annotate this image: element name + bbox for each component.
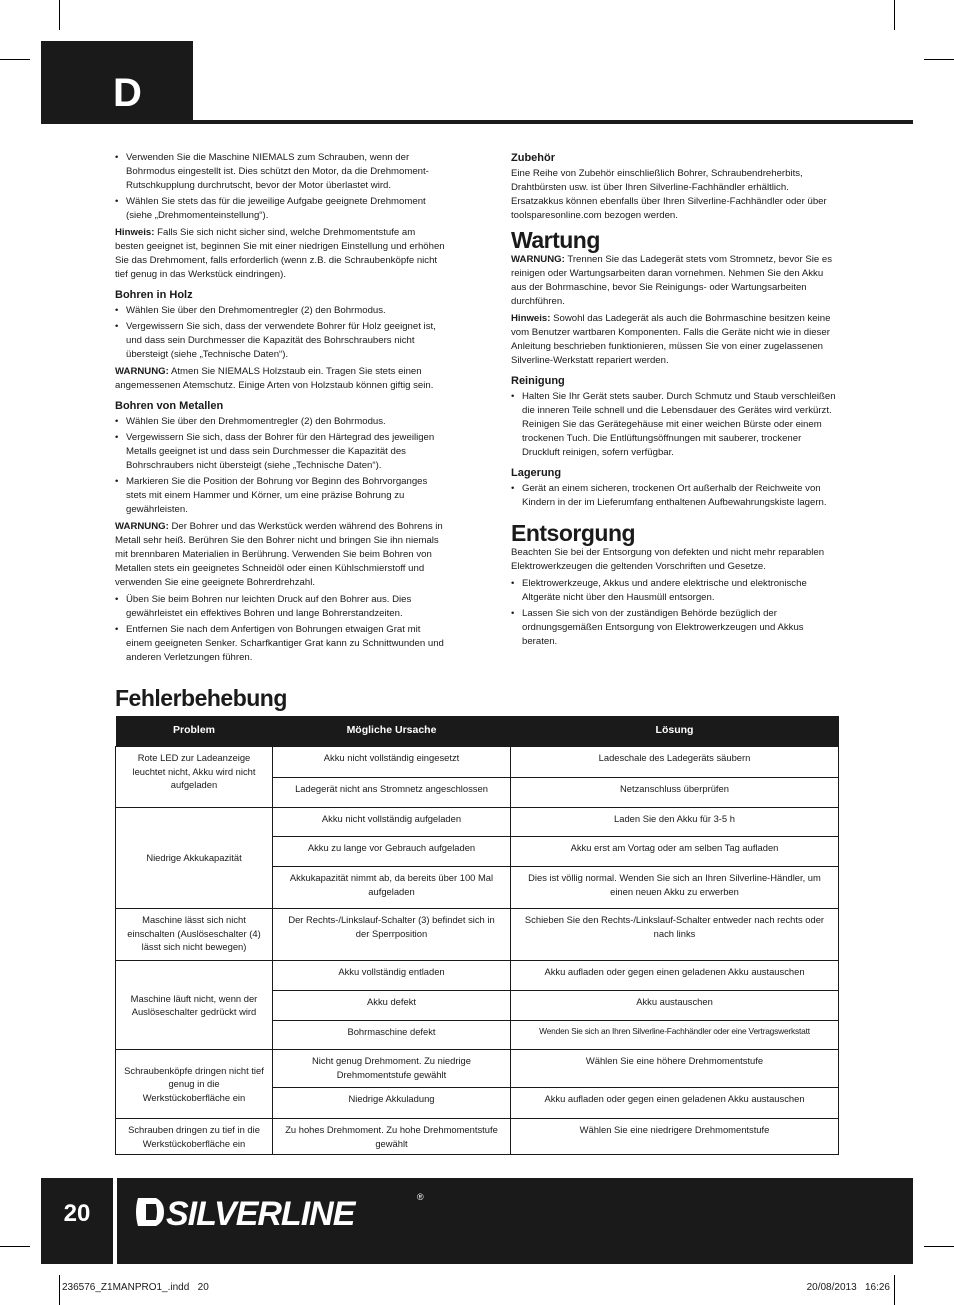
solution-cell: Laden Sie den Akku für 3-5 h — [511, 808, 839, 837]
file-info: 236576_Z1MANPRO1_.indd 20 — [62, 1282, 209, 1293]
solution-cell: Wählen Sie eine höhere Drehmomentstufe — [511, 1050, 839, 1088]
warning-paragraph: WARNUNG: Der Bohrer und das Werkstück werden während des Bohrens in Metall sehr heiß. Berühren Sie den Bohrer nicht und bringen Sie ihn niemals mit brennbaren Materialien in Berührung. Verwenden Sie beim Bohren von Metallen stets ein geeignetes Schneidöl oder einen Kühlschmierstoff und verwenden Sie eine geeignete Bohrerdrehzahl. — [115, 521, 443, 588]
final-list — [115, 593, 445, 665]
list-item: • Gerät an einem sicheren, trockenen Ort außerhalb der Reichweite von Kindern in der im Lieferumfang enthaltenen Aufbewahrungskiste lagern. — [511, 482, 836, 510]
solution-cell: Akku aufladen oder gegen einen geladenen Akku austauschen — [511, 1088, 839, 1119]
silverline-logo — [134, 1188, 434, 1236]
cleaning-list — [511, 390, 836, 460]
intro-list — [115, 151, 445, 223]
note-paragraph: Hinweis: Sowohl das Ladegerät als auch die Bohrmaschine besitzen keine vom Benutzer wartbaren Komponenten. Falls die Geräte nicht wie in dieser Anleitung beschrieben funktionieren, müssen Sie von einer zugelassenen Silverline-Werkstatt repariert werden. — [511, 313, 831, 366]
list-item: • Wählen Sie stets das für die jeweilige Aufgabe geeignete Drehmoment (siehe „Drehmomenteinstellung“). — [115, 195, 445, 223]
crop-mark — [59, 0, 60, 30]
crop-mark — [894, 0, 895, 30]
warning-paragraph: WARNUNG: Atmen Sie NIEMALS Holzstaub ein. Tragen Sie stets einen angemessenen Atemschutz. Einige Arten von Holzstaub können giftig sein. — [115, 366, 434, 391]
list-item: • Lassen Sie sich von der zuständigen Behörde bezüglich der ordnungsgemäßen Entsorgung von Elektrowerkzeugen und Akkus beraten. — [511, 607, 836, 649]
troubleshooting-table — [115, 716, 839, 1155]
disposal-list — [511, 577, 836, 649]
registered-mark: ® — [417, 1192, 424, 1202]
problem-cell: Schrauben dringen zu tief in die Werkstückoberfläche ein — [116, 1119, 273, 1155]
crop-mark — [0, 1246, 30, 1247]
solution-cell: Wenden Sie sich an Ihren Silverline-Fachhändler oder eine Vertragswerkstatt — [511, 1021, 839, 1050]
cause-cell: Nicht genug Drehmoment. Zu niedrige Drehmomentstufe gewählt — [273, 1050, 511, 1088]
problem-cell: Rote LED zur Ladeanzeige leuchtet nicht, Akku wird nicht aufgeladen — [116, 747, 273, 808]
note-paragraph: Hinweis: Falls Sie sich nicht sicher sind, welche Drehmomentstufe am besten geeignet ist, beginnen Sie mit einer niedrigen Einstellung und erhöhen Sie das Drehmoment, falls erforderlich (wenn z.B. die Schraubenköpfe nicht tief genug in das Werkstück eindringen). — [115, 227, 445, 280]
table-row — [116, 1119, 839, 1155]
disposal-text: Beachten Sie bei der Entsorgung von defekten und nicht mehr reparablen Elektrowerkzeugen die geltenden Vorschriften und Gesetze. — [511, 547, 825, 572]
right-column — [511, 151, 836, 652]
problem-cell: Schraubenköpfe dringen nicht tief genug in die Werkstückoberfläche ein — [116, 1050, 273, 1119]
column-header: Mögliche Ursache — [273, 716, 511, 747]
cause-cell: Akku vollständig entladen — [273, 961, 511, 991]
solution-cell: Wählen Sie eine niedrigere Drehmomentstufe — [511, 1119, 839, 1155]
cause-cell: Niedrige Akkuladung — [273, 1088, 511, 1119]
list-item: • Halten Sie Ihr Gerät stets sauber. Durch Schmutz und Staub verschleißen die inneren Teile schnell und die Lebensdauer des Gerätes wird verkürzt. Reinigen Sie das Gerätegehäuse mit einer weichen Bürste oder einem trockenen Tuch. Die Entlüftungsöffnungen mit sauberer, trockener Druckluft reinigen, sofern verfügbar. — [511, 390, 836, 460]
list-item: • Üben Sie beim Bohren nur leichten Druck auf den Bohrer aus. Dies gewährleistet ein effektives Bohren und lange Bohrerstandzeiten. — [115, 593, 445, 621]
table-row — [116, 808, 839, 837]
table-row — [116, 1050, 839, 1088]
list-item: • Wählen Sie über den Drehmomentregler (2) den Bohrmodus. — [115, 304, 445, 318]
language-tab — [41, 41, 193, 122]
table-header-row — [116, 716, 839, 747]
section-heading: Bohren in Holz — [115, 289, 193, 301]
cause-cell: Zu hohes Drehmoment. Zu hohe Drehmomentstufe gewählt — [273, 1119, 511, 1155]
table-row — [116, 909, 839, 961]
wood-list — [115, 304, 445, 362]
list-item: • Verwenden Sie die Maschine NIEMALS zum Schrauben, wenn der Bohrmodus eingestellt ist. Dies schützt den Motor, da die Drehmoment-Rutschkupplung durchrutscht, bevor der Motor überlastet wird. — [115, 151, 445, 193]
crop-mark — [924, 1246, 954, 1247]
crop-mark — [924, 59, 954, 60]
cause-cell: Bohrmaschine defekt — [273, 1021, 511, 1050]
troubleshooting-title: Fehlerbehebung — [115, 685, 287, 711]
table-row — [116, 747, 839, 778]
cause-cell: Ladegerät nicht ans Stromnetz angeschlossen — [273, 778, 511, 808]
cause-cell: Der Rechts-/Linkslauf-Schalter (3) befindet sich in der Sperrposition — [273, 909, 511, 961]
crop-mark — [0, 59, 30, 60]
crop-mark — [894, 1275, 895, 1305]
cause-cell: Akku defekt — [273, 991, 511, 1021]
cause-cell: Akku nicht vollständig aufgeladen — [273, 808, 511, 837]
footer-divider — [113, 1178, 117, 1264]
section-heading: Bohren von Metallen — [115, 400, 224, 412]
problem-cell: Niedrige Akkukapazität — [116, 808, 273, 909]
section-heading: Reinigung — [511, 375, 565, 387]
cause-cell: Akku zu lange vor Gebrauch aufgeladen — [273, 837, 511, 867]
section-heading: Lagerung — [511, 467, 562, 479]
solution-cell: Akku erst am Vortag oder am selben Tag aufladen — [511, 837, 839, 867]
page-number: 20 — [63, 1200, 91, 1227]
language-letter: D — [113, 71, 142, 115]
column-header: Problem — [116, 716, 273, 747]
disposal-title: Entsorgung — [511, 520, 636, 546]
maintenance-title: Wartung — [511, 227, 600, 253]
list-item: • Vergewissern Sie sich, dass der verwendete Bohrer für Holz geeignet ist, und dass sein Durchmesser die Kapazität des Bohrschraubers nicht übersteigt (siehe „Technische Daten“). — [115, 320, 445, 362]
metal-list — [115, 415, 445, 517]
footer-bar — [41, 1178, 913, 1264]
list-item: • Elektrowerkzeuge, Akkus und andere elektrische und elektronische Altgeräte nicht über den Hausmüll entsorgen. — [511, 577, 836, 605]
column-header: Lösung — [511, 716, 839, 747]
list-item: • Wählen Sie über den Drehmomentregler (2) den Bohrmodus. — [115, 415, 445, 429]
cause-cell: Akkukapazität nimmt ab, da bereits über 100 Mal aufgeladen — [273, 867, 511, 909]
list-item: • Vergewissern Sie sich, dass der Bohrer für den Härtegrad des jeweiligen Metalls geeignet ist und dass sein Durchmesser die Kapazität des Bohrschraubers nicht übersteigt (siehe „Technische Daten“). — [115, 431, 445, 473]
list-item: • Markieren Sie die Position der Bohrung vor Beginn des Bohrvorganges stets mit einem Hammer und Körner, um eine präzise Bohrung zu gewährleisten. — [115, 475, 445, 517]
solution-cell: Dies ist völlig normal. Wenden Sie sich an Ihren Silverline-Händler, um einen neuen Akku zu erwerben — [511, 867, 839, 909]
problem-cell: Maschine läuft nicht, wenn der Auslöseschalter gedrückt wird — [116, 961, 273, 1050]
solution-cell: Netzanschluss überprüfen — [511, 778, 839, 808]
logo-text: SILVERLINE — [166, 1195, 355, 1233]
left-column — [115, 151, 445, 668]
cause-cell: Akku nicht vollständig eingesetzt — [273, 747, 511, 778]
table-row — [116, 961, 839, 991]
section-heading: Zubehör — [511, 152, 555, 164]
list-item: • Entfernen Sie nach dem Anfertigen von Bohrungen etwaigen Grat mit einem geeigneten Senker. Scharfkantiger Grat kann zu Schnittwunden und anderen Verletzungen führen. — [115, 623, 445, 665]
header-rule — [41, 120, 913, 124]
warning-paragraph: WARNUNG: Trennen Sie das Ladegerät stets vom Stromnetz, bevor Sie es reinigen oder Wartungsarbeiten daran vornehmen. Nehmen Sie den Akku aus der Bohrmaschine, bevor Sie Reinigungs- oder Wartungsarbeiten durchführen. — [511, 254, 832, 307]
accessories-text: Eine Reihe von Zubehör einschließlich Bohrer, Schraubendreherbits, Drahtbürsten usw. ist über Ihren Silverline-Fachhändler erhältlich. Ersatzakkus können ebenfalls über Ihren Silverline-Fachhändler oder über toolsparesonline.com bezogen werden. — [511, 168, 827, 221]
solution-cell: Akku aufladen oder gegen einen geladenen Akku austauschen — [511, 961, 839, 991]
solution-cell: Akku austauschen — [511, 991, 839, 1021]
solution-cell: Schieben Sie den Rechts-/Linkslauf-Schalter entweder nach rechts oder nach links — [511, 909, 839, 961]
problem-cell: Maschine lässt sich nicht einschalten (Auslöseschalter (4) lässt sich nicht bewegen) — [116, 909, 273, 961]
date-info: 20/08/2013 16:26 — [806, 1282, 890, 1293]
solution-cell: Ladeschale des Ladegeräts säubern — [511, 747, 839, 778]
crop-mark — [59, 1275, 60, 1305]
storage-list — [511, 482, 836, 510]
